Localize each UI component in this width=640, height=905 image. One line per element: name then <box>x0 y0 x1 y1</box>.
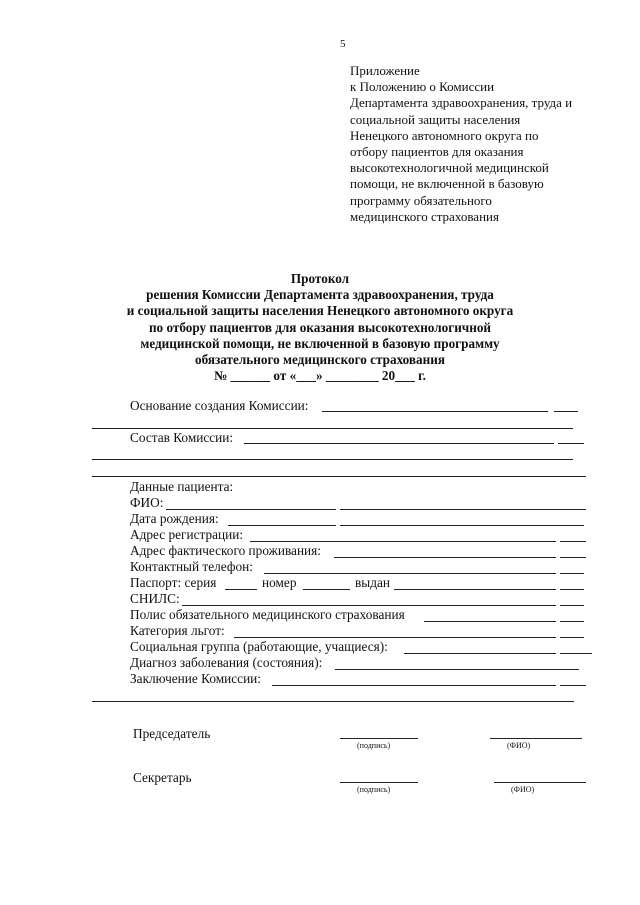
appendix-line: Приложение <box>350 63 420 78</box>
patient-data-label: Данные пациента: <box>130 479 234 494</box>
fio-field-tail[interactable] <box>340 509 586 510</box>
composition-field-tail[interactable] <box>558 443 584 444</box>
passport-issued-field[interactable] <box>394 589 556 590</box>
appendix-line: социальной защиты населения <box>350 111 521 127</box>
conclusion-field[interactable] <box>272 685 556 686</box>
snils-label: СНИЛС: <box>130 591 180 606</box>
birth-date-field-tail[interactable] <box>340 525 584 526</box>
basis-label: Основание создания Комиссии: <box>130 398 309 413</box>
conclusion-field-line2[interactable] <box>92 701 574 702</box>
passport-series-label: Паспорт: серия <box>130 575 217 590</box>
reg-address-field[interactable] <box>250 541 556 542</box>
secretary-fio-line[interactable] <box>494 782 586 783</box>
fio-label: ФИО: <box>130 495 164 510</box>
appendix-line: к Положению о Комиссии <box>350 79 495 95</box>
appendix-line: медицинского страхования <box>350 208 499 224</box>
actual-address-label: Адрес фактического проживания: <box>130 543 321 558</box>
snils-field[interactable] <box>182 605 556 606</box>
composition-label: Состав Комиссии: <box>130 430 234 445</box>
fio-field[interactable] <box>166 509 336 510</box>
phone-label: Контактный телефон: <box>130 559 253 574</box>
passport-number-label: номер <box>262 575 297 590</box>
appendix-line: высокотехнологичной медицинской <box>350 160 549 176</box>
passport-series-field[interactable] <box>225 589 257 590</box>
benefit-category-label: Категория льгот: <box>130 623 225 638</box>
composition-field[interactable] <box>244 443 554 444</box>
secretary-fio-caption: (ФИО) <box>511 785 535 794</box>
composition-field-line2[interactable] <box>92 459 573 460</box>
benefit-category-field-tail[interactable] <box>560 637 584 638</box>
title-line: медицинской помощи, не включенной в базовую программу <box>140 335 500 351</box>
title-line: обязательного медицинского страхования <box>195 352 445 368</box>
snils-field-tail[interactable] <box>560 605 584 606</box>
secretary-label: Секретарь <box>133 770 192 785</box>
oms-policy-field[interactable] <box>424 621 556 622</box>
composition-field-line3[interactable] <box>92 476 586 477</box>
appendix-line: отбору пациентов для оказания <box>350 144 524 160</box>
chairman-fio-caption: (ФИО) <box>507 741 531 750</box>
basis-field[interactable] <box>322 411 548 412</box>
appendix-line: программу обязательного <box>350 192 492 208</box>
birth-date-label: Дата рождения: <box>130 511 219 526</box>
actual-address-field[interactable] <box>334 557 556 558</box>
appendix-line: Ненецкого автономного округа по <box>350 127 539 143</box>
secretary-signature-line[interactable] <box>340 782 418 783</box>
title-line: Протокол <box>290 271 350 286</box>
passport-number-field[interactable] <box>303 589 350 590</box>
passport-issued-label: выдан <box>355 575 390 590</box>
chairman-signature-caption: (подпись) <box>357 741 391 750</box>
title-line: № ______ от «___» ________ 20___ г. <box>214 368 426 384</box>
reg-address-field-tail[interactable] <box>560 541 586 542</box>
oms-policy-label: Полис обязательного медицинского страхования <box>130 607 405 622</box>
social-group-label: Социальная группа (работающие, учащиеся): <box>130 639 388 654</box>
birth-date-field[interactable] <box>228 525 336 526</box>
protocol-title <box>0 271 640 384</box>
social-group-field[interactable] <box>404 653 556 654</box>
conclusion-label: Заключение Комиссии: <box>130 671 261 686</box>
benefit-category-field[interactable] <box>234 637 556 638</box>
page-number: 5 <box>340 38 346 50</box>
passport-issued-field-tail[interactable] <box>560 589 584 590</box>
chairman-signature-line[interactable] <box>340 738 418 739</box>
conclusion-field-tail[interactable] <box>560 685 586 686</box>
appendix-line: помощи, не включенной в базовую <box>350 176 544 192</box>
title-line: по отбору пациентов для оказания высокотехнологичной <box>148 319 492 335</box>
phone-field[interactable] <box>264 573 556 574</box>
secretary-signature-caption: (подпись) <box>357 785 391 794</box>
phone-field-tail[interactable] <box>560 573 584 574</box>
chairman-fio-line[interactable] <box>490 738 582 739</box>
basis-field-tail[interactable] <box>554 411 578 412</box>
appendix-line: Департамента здравоохранения, труда и <box>350 95 573 111</box>
title-line: решения Комиссии Департамента здравоохранения, труда <box>146 287 494 303</box>
basis-field-line2[interactable] <box>92 428 573 429</box>
reg-address-label: Адрес регистрации: <box>130 527 244 542</box>
actual-address-field-tail[interactable] <box>560 557 586 558</box>
chairman-label: Председатель <box>133 726 211 741</box>
title-line: и социальной защиты населения Ненецкого автономного округа <box>126 303 514 319</box>
appendix-block <box>350 63 572 225</box>
diagnosis-field[interactable] <box>335 669 579 670</box>
oms-policy-field-tail[interactable] <box>560 621 584 622</box>
social-group-field-tail[interactable] <box>560 653 592 654</box>
diagnosis-label: Диагноз заболевания (состояния): <box>130 655 323 670</box>
